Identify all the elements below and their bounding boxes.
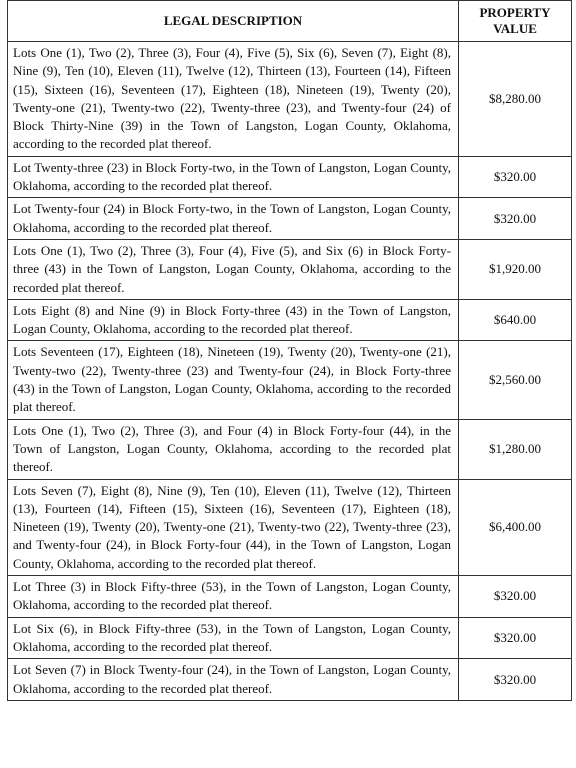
property-value-cell: $8,280.00 [459, 42, 572, 157]
property-value-cell: $320.00 [459, 617, 572, 659]
property-value-cell: $320.00 [459, 198, 572, 240]
property-value-cell: $2,560.00 [459, 341, 572, 419]
table-header-row [8, 1, 572, 42]
property-value-cell: $320.00 [459, 576, 572, 618]
property-value-cell: $640.00 [459, 299, 572, 341]
table-row [8, 42, 572, 157]
table-row [8, 341, 572, 419]
property-value-cell: $6,400.00 [459, 479, 572, 575]
legal-description-cell: Lots One (1), Two (2), Three (3), and Four (4) in Block Forty-four (44), in the Town of Langston, Logan County, Oklahoma, according to the recorded plat thereof. [8, 419, 459, 479]
legal-description-table [7, 0, 572, 701]
table-row [8, 659, 572, 701]
legal-description-cell: Lot Twenty-three (23) in Block Forty-two, in the Town of Langston, Logan County, Oklahoma, according to the recorded plat thereof. [8, 156, 459, 198]
property-value-cell: $320.00 [459, 156, 572, 198]
legal-description-header: LEGAL DESCRIPTION [8, 1, 459, 42]
table-row [8, 479, 572, 575]
legal-description-cell: Lots Seventeen (17), Eighteen (18), Nineteen (19), Twenty (20), Twenty-one (21), Twenty-two (22), Twenty-three (23) and Twenty-four (24), in Block Forty-three (43) in the Town of Langston, Logan County, Oklahoma, according to the recorded plat thereof. [8, 341, 459, 419]
property-value-cell: $1,280.00 [459, 419, 572, 479]
property-value-header-line2: VALUE [493, 21, 537, 36]
legal-description-cell: Lots Eight (8) and Nine (9) in Block Forty-three (43) in the Town of Langston, Logan County, Oklahoma, according to the recorded plat thereof. [8, 299, 459, 341]
legal-description-cell: Lot Seven (7) in Block Twenty-four (24), in the Town of Langston, Logan County, Oklahoma, according to the recorded plat thereof. [8, 659, 459, 701]
property-value-header [459, 1, 572, 42]
table-row [8, 239, 572, 299]
legal-description-cell: Lot Three (3) in Block Fifty-three (53), in the Town of Langston, Logan County, Oklahoma, according to the recorded plat thereof. [8, 576, 459, 618]
property-value-cell: $1,920.00 [459, 239, 572, 299]
legal-description-cell: Lot Six (6), in Block Fifty-three (53), in the Town of Langston, Logan County, Oklahoma, according to the recorded plat thereof. [8, 617, 459, 659]
legal-description-cell: Lots One (1), Two (2), Three (3), Four (4), Five (5), and Six (6) in Block Forty-three (43) in the Town of Langston, Logan County, Oklahoma, according to the recorded plat thereof. [8, 239, 459, 299]
legal-description-cell: Lots One (1), Two (2), Three (3), Four (4), Five (5), Six (6), Seven (7), Eight (8), Nine (9), Ten (10), Eleven (11), Twelve (12), Thirteen (13), Fourteen (14), Fifteen (15), Sixteen (16), Seventeen (17), Eighteen (18), Nineteen (19), Twenty (20), Twenty-one (21), Twenty-two (22), Twenty-three (23), and Twenty-four (24) of Block Thirty-Nine (39) in the Town of Langston, Logan County, Oklahoma, according to the recorded plat thereof. [8, 42, 459, 157]
property-value-header-line1: PROPERTY [479, 5, 551, 20]
table-row [8, 576, 572, 618]
table-row [8, 299, 572, 341]
legal-description-cell: Lots Seven (7), Eight (8), Nine (9), Ten (10), Eleven (11), Twelve (12), Thirteen (13), Fourteen (14), Fifteen (15), Sixteen (16), Seventeen (17), Eighteen (18), Nineteen (19), Twenty (20), Twenty-one (21), Twenty-two (22), Twenty-three (23), and Twenty-four (24), in Block Forty-four (44), in the Town of Langston, Logan County, Oklahoma, according to the recorded plat thereof. [8, 479, 459, 575]
table-row [8, 156, 572, 198]
property-value-cell: $320.00 [459, 659, 572, 701]
legal-description-cell: Lot Twenty-four (24) in Block Forty-two, in the Town of Langston, Logan County, Oklahoma, according to the recorded plat thereof. [8, 198, 459, 240]
table-row [8, 617, 572, 659]
table-row [8, 419, 572, 479]
table-row [8, 198, 572, 240]
